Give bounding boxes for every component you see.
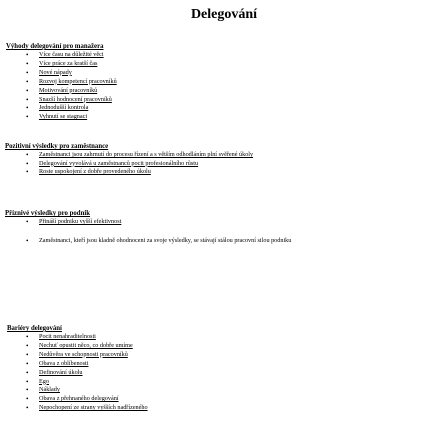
list-item: • Přináší podniku vyšší efektivnost xyxy=(26,218,122,226)
bullet-icon: • xyxy=(26,95,29,104)
list-item: • Snazší hodnocení pracovníků xyxy=(26,95,112,104)
list-item: • Nepochopení ze strany vyšších nadřízeného xyxy=(26,404,148,413)
bullet-list xyxy=(0,333,448,413)
list-item: • Zaměstnanci, kteří jsou kladně ohodnoceni za svoje výsledky, se stávají stálou pracovní silou podniku xyxy=(26,236,292,245)
bullet-icon: • xyxy=(26,59,29,68)
bullet-list xyxy=(0,151,448,177)
list-item: • Obava z přehnaného delegování xyxy=(26,395,119,404)
bullet-icon: • xyxy=(26,333,29,341)
section-delegation-barriers xyxy=(0,325,448,413)
bullet-list xyxy=(0,51,448,122)
list-item: • Více práce za kratší čas xyxy=(26,59,98,68)
list-item: • Motivování pracovníků xyxy=(26,86,98,95)
bullet-icon: • xyxy=(26,104,29,113)
bullet-icon: • xyxy=(26,350,29,359)
bullet-icon: • xyxy=(26,168,29,177)
list-item: • Definování úkolu xyxy=(26,368,83,377)
bullet-icon: • xyxy=(26,86,29,95)
list-item: • Rozvoj kompetencí pracovníků xyxy=(26,77,117,86)
bullet-list xyxy=(0,218,448,227)
list-item: • Obava z oblíbenosti xyxy=(26,359,89,368)
bullet-icon: • xyxy=(26,51,29,59)
section-heading: Bariéry delegování xyxy=(7,325,62,332)
list-item: • Nové nápady xyxy=(26,68,72,77)
bullet-icon: • xyxy=(26,359,29,368)
bullet-icon: • xyxy=(26,377,29,386)
list-item: • Delegování vyvolává u zaměstnanců pocit profesionálního růstu xyxy=(26,159,199,168)
list-item: • Nechuť opustit něco, co dobře umíme xyxy=(26,341,133,350)
list-item: • Ego xyxy=(26,377,49,386)
bullet-icon: • xyxy=(26,68,29,77)
bullet-icon: • xyxy=(26,151,29,159)
section-manager-benefits xyxy=(0,43,448,122)
bullet-icon: • xyxy=(26,77,29,86)
page-title: Delegování xyxy=(190,7,258,22)
list-item: • Roste uspokojení z dobře provedeného úkolu xyxy=(26,168,151,177)
bullet-icon: • xyxy=(26,341,29,350)
bullet-icon: • xyxy=(26,218,29,226)
list-item: • Pocit nenahraditelnosti xyxy=(26,333,96,341)
list-item: • Vyhnutí se stagnaci xyxy=(26,113,88,122)
bullet-icon: • xyxy=(26,236,29,245)
bullet-icon: • xyxy=(26,395,29,404)
list-item: • Více času na důležité věci xyxy=(26,51,104,59)
bullet-icon: • xyxy=(26,368,29,377)
bullet-icon: • xyxy=(26,386,29,395)
section-heading: Příznivé výsledky pro podnik xyxy=(5,210,91,217)
list-item: • Zaměstnanci jsou zahrnutí do procesu řízení a s větším odhodláním plní svěřené úkoly xyxy=(26,151,254,159)
bullet-icon: • xyxy=(26,113,29,122)
section-heading: Výhody delegování pro manažera xyxy=(6,43,104,50)
section-company-results xyxy=(0,210,448,245)
section-heading: Pozitivní výsledky pro zaměstnance xyxy=(5,143,109,150)
section-employee-results xyxy=(0,143,448,177)
bullet-icon: • xyxy=(26,159,29,168)
list-item: • Jednodušší kontrola xyxy=(26,104,89,113)
list-item: • Nedůvěra ve schopnosti pracovníků xyxy=(26,350,128,359)
bullet-icon: • xyxy=(26,404,29,413)
list-item: • Náklady xyxy=(26,386,60,395)
